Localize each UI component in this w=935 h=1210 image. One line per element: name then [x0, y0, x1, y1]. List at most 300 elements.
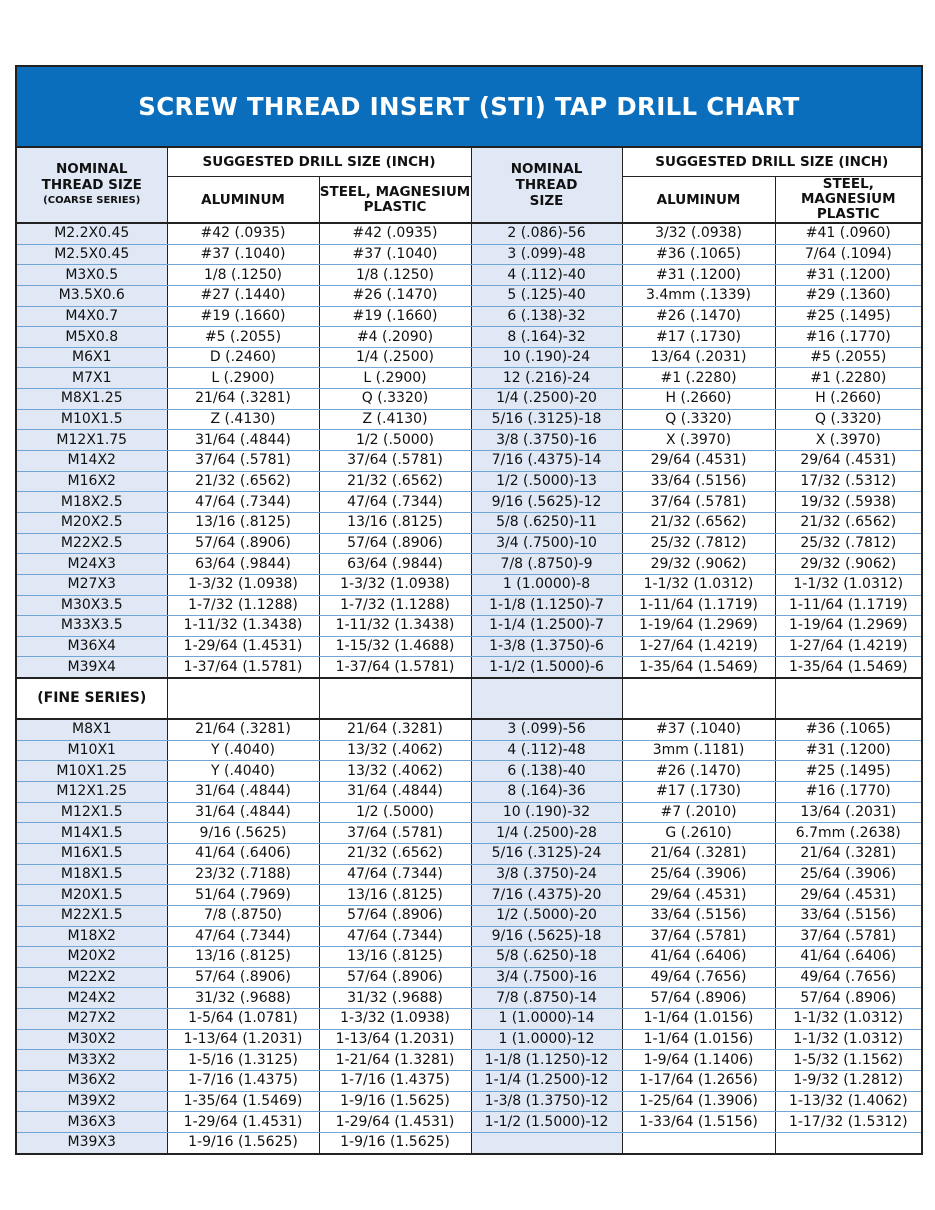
cell-metric-aluminum: 21/64 (.3281) — [167, 389, 319, 410]
cell-inch-size: 3/4 (.7500)-10 — [471, 533, 622, 554]
cell-inch-steel: 25/32 (.7812) — [775, 533, 921, 554]
cell-metric-steel: 1/8 (.1250) — [319, 265, 471, 286]
cell-inch-size: 1/4 (.2500)-28 — [471, 823, 622, 844]
cell-metric-steel: 37/64 (.5781) — [319, 823, 471, 844]
cell-metric-aluminum: 1-7/32 (1.1288) — [167, 595, 319, 616]
cell-inch-size: 7/8 (.8750)-9 — [471, 554, 622, 575]
cell-inch-steel: 29/64 (.4531) — [775, 451, 921, 472]
table-row — [17, 471, 921, 492]
table-row — [17, 947, 921, 968]
cell-inch-size: 10 (.190)-24 — [471, 347, 622, 368]
cell-metric-aluminum: 7/8 (.8750) — [167, 905, 319, 926]
cell-inch-steel: 19/32 (.5938) — [775, 492, 921, 513]
header-coarse-series: (COARSE SERIES) — [43, 195, 141, 206]
cell-inch-size: 5/16 (.3125)-24 — [471, 843, 622, 864]
cell-inch-steel: 17/32 (.5312) — [775, 471, 921, 492]
cell-metric-aluminum: 9/16 (.5625) — [167, 823, 319, 844]
cell-inch-size: 1-1/4 (1.2500)-12 — [471, 1070, 622, 1091]
cell-metric-steel: 1-13/64 (1.2031) — [319, 1029, 471, 1050]
title-bar — [17, 67, 921, 148]
cell-inch-aluminum: 49/64 (.7656) — [622, 967, 775, 988]
cell-inch-aluminum: X (.3970) — [622, 430, 775, 451]
cell-inch-aluminum: 1-1/64 (1.0156) — [622, 1009, 775, 1030]
cell-metric-size: M39X2 — [17, 1091, 167, 1112]
cell-metric-aluminum: 13/16 (.8125) — [167, 512, 319, 533]
cell-metric-size: M16X2 — [17, 471, 167, 492]
table-row — [17, 1050, 921, 1071]
cell-inch-steel: 1-19/64 (1.2969) — [775, 616, 921, 637]
table-row — [17, 988, 921, 1009]
cell-metric-size: M18X2.5 — [17, 492, 167, 513]
table-row — [17, 347, 921, 368]
chart-title: SCREW THREAD INSERT (STI) TAP DRILL CHART — [138, 92, 800, 121]
cell-metric-size: M24X2 — [17, 988, 167, 1009]
cell-metric-size: M10X1.25 — [17, 761, 167, 782]
cell-metric-aluminum: 1-9/16 (1.5625) — [167, 1132, 319, 1152]
cell-inch-steel: 1-17/32 (1.5312) — [775, 1112, 921, 1133]
cell-metric-size: M36X3 — [17, 1112, 167, 1133]
cell-metric-aluminum: 37/64 (.5781) — [167, 451, 319, 472]
cell-inch-steel: 33/64 (.5156) — [775, 905, 921, 926]
cell-inch-steel: 49/64 (.7656) — [775, 967, 921, 988]
table-row — [17, 885, 921, 906]
cell-metric-size: M20X2 — [17, 947, 167, 968]
cell-inch-aluminum: 1-9/64 (1.1406) — [622, 1050, 775, 1071]
cell-metric-steel: 1-11/32 (1.3438) — [319, 616, 471, 637]
table-row — [17, 967, 921, 988]
cell-metric-steel: 47/64 (.7344) — [319, 926, 471, 947]
cell-inch-steel: #5 (.2055) — [775, 347, 921, 368]
cell-inch-aluminum — [622, 1132, 775, 1152]
cell-inch-size: 1/4 (.2500)-20 — [471, 389, 622, 410]
cell-inch-steel: 25/64 (.3906) — [775, 864, 921, 885]
cell-metric-size: M30X2 — [17, 1029, 167, 1050]
cell-inch-aluminum: 3.4mm (.1339) — [622, 285, 775, 306]
cell-metric-size: M20X1.5 — [17, 885, 167, 906]
cell-metric-aluminum: 1-37/64 (1.5781) — [167, 657, 319, 678]
cell-metric-size: M27X2 — [17, 1009, 167, 1030]
table-row — [17, 451, 921, 472]
cell-inch-aluminum: 37/64 (.5781) — [622, 492, 775, 513]
cell-inch-steel: 41/64 (.6406) — [775, 947, 921, 968]
cell-inch-aluminum: #17 (.1730) — [622, 327, 775, 348]
cell-metric-aluminum: 1/8 (.1250) — [167, 265, 319, 286]
cell-metric-aluminum: 31/32 (.9688) — [167, 988, 319, 1009]
cell-inch-aluminum: #37 (.1040) — [622, 719, 775, 740]
cell-metric-steel: 13/32 (.4062) — [319, 761, 471, 782]
fine-series-blank-cell — [167, 678, 319, 719]
cell-metric-size: M4X0.7 — [17, 306, 167, 327]
cell-inch-steel: 1-1/32 (1.0312) — [775, 574, 921, 595]
cell-metric-aluminum: 1-5/64 (1.0781) — [167, 1009, 319, 1030]
cell-metric-size: M16X1.5 — [17, 843, 167, 864]
cell-metric-size: M6X1 — [17, 347, 167, 368]
table-row — [17, 1029, 921, 1050]
cell-inch-aluminum: 1-1/32 (1.0312) — [622, 574, 775, 595]
cell-inch-steel: 1-11/64 (1.1719) — [775, 595, 921, 616]
cell-metric-steel: 57/64 (.8906) — [319, 905, 471, 926]
cell-inch-size: 1 (1.0000)-14 — [471, 1009, 622, 1030]
cell-inch-aluminum: 37/64 (.5781) — [622, 926, 775, 947]
cell-inch-size: 7/16 (.4375)-20 — [471, 885, 622, 906]
cell-inch-aluminum: 57/64 (.8906) — [622, 988, 775, 1009]
cell-inch-size: 4 (.112)-40 — [471, 265, 622, 286]
cell-metric-steel: 1/2 (.5000) — [319, 802, 471, 823]
cell-inch-steel: #1 (.2280) — [775, 368, 921, 389]
cell-inch-size: 3 (.099)-56 — [471, 719, 622, 740]
table-row — [17, 740, 921, 761]
cell-inch-steel: Q (.3320) — [775, 409, 921, 430]
table-row — [17, 782, 921, 803]
cell-metric-steel: 57/64 (.8906) — [319, 967, 471, 988]
cell-inch-aluminum: H (.2660) — [622, 389, 775, 410]
cell-metric-aluminum: Y (.4040) — [167, 740, 319, 761]
cell-metric-aluminum: #5 (.2055) — [167, 327, 319, 348]
cell-inch-size: 1-1/8 (1.1250)-12 — [471, 1050, 622, 1071]
cell-metric-size: M8X1.25 — [17, 389, 167, 410]
cell-metric-size: M30X3.5 — [17, 595, 167, 616]
fine-series-label: (FINE SERIES) — [17, 678, 167, 719]
cell-inch-size: 3/8 (.3750)-24 — [471, 864, 622, 885]
cell-metric-size: M5X0.8 — [17, 327, 167, 348]
cell-inch-size: 1-3/8 (1.3750)-12 — [471, 1091, 622, 1112]
cell-metric-steel: 1-29/64 (1.4531) — [319, 1112, 471, 1133]
cell-metric-aluminum: Y (.4040) — [167, 761, 319, 782]
cell-inch-size: 1 (1.0000)-8 — [471, 574, 622, 595]
table-row — [17, 265, 921, 286]
cell-inch-steel — [775, 1132, 921, 1152]
cell-metric-steel: 13/32 (.4062) — [319, 740, 471, 761]
cell-metric-size: M12X1.75 — [17, 430, 167, 451]
cell-metric-steel: #42 (.0935) — [319, 223, 471, 244]
cell-metric-aluminum: L (.2900) — [167, 368, 319, 389]
cell-inch-steel: #25 (.1495) — [775, 306, 921, 327]
cell-inch-aluminum: #36 (.1065) — [622, 244, 775, 265]
cell-inch-steel: 29/64 (.4531) — [775, 885, 921, 906]
cell-metric-aluminum: 13/16 (.8125) — [167, 947, 319, 968]
cell-metric-steel: #19 (.1660) — [319, 306, 471, 327]
cell-inch-steel: H (.2660) — [775, 389, 921, 410]
cell-metric-aluminum: 31/64 (.4844) — [167, 802, 319, 823]
table-row — [17, 554, 921, 575]
cell-inch-steel: #29 (.1360) — [775, 285, 921, 306]
cell-metric-size: M22X2 — [17, 967, 167, 988]
cell-metric-aluminum: 57/64 (.8906) — [167, 533, 319, 554]
cell-metric-steel: 1-9/16 (1.5625) — [319, 1132, 471, 1152]
cell-metric-size: M22X2.5 — [17, 533, 167, 554]
cell-inch-aluminum: 1-11/64 (1.1719) — [622, 595, 775, 616]
cell-metric-size: M7X1 — [17, 368, 167, 389]
cell-inch-size: 1 (1.0000)-12 — [471, 1029, 622, 1050]
cell-metric-aluminum: 63/64 (.9844) — [167, 554, 319, 575]
cell-metric-steel: 37/64 (.5781) — [319, 451, 471, 472]
cell-metric-size: M8X1 — [17, 719, 167, 740]
header-steel-left-label: STEEL, MAGNESIUM PLASTIC — [319, 183, 471, 215]
cell-metric-size: M10X1.5 — [17, 409, 167, 430]
cell-inch-size: 4 (.112)-48 — [471, 740, 622, 761]
cell-metric-aluminum: 1-29/64 (1.4531) — [167, 636, 319, 657]
cell-inch-steel: 57/64 (.8906) — [775, 988, 921, 1009]
cell-metric-aluminum: 41/64 (.6406) — [167, 843, 319, 864]
cell-inch-size: 1-1/4 (1.2500)-7 — [471, 616, 622, 637]
cell-metric-aluminum: #19 (.1660) — [167, 306, 319, 327]
table-row — [17, 616, 921, 637]
cell-inch-aluminum: 1-25/64 (1.3906) — [622, 1091, 775, 1112]
cell-inch-steel: 1-35/64 (1.5469) — [775, 657, 921, 678]
fine-series-blank-cell — [775, 678, 921, 719]
table-row — [17, 843, 921, 864]
table-row — [17, 1070, 921, 1091]
cell-metric-size: M24X3 — [17, 554, 167, 575]
cell-inch-aluminum: Q (.3320) — [622, 409, 775, 430]
cell-inch-size: 1-1/2 (1.5000)-12 — [471, 1112, 622, 1133]
cell-metric-aluminum: Z (.4130) — [167, 409, 319, 430]
cell-inch-size: 1-3/8 (1.3750)-6 — [471, 636, 622, 657]
table-row — [17, 389, 921, 410]
cell-inch-aluminum: 3mm (.1181) — [622, 740, 775, 761]
cell-metric-aluminum: 47/64 (.7344) — [167, 926, 319, 947]
header-nominal-inch-label: NOMINAL THREAD SIZE — [510, 161, 583, 209]
cell-inch-steel: 1-27/64 (1.4219) — [775, 636, 921, 657]
cell-inch-size: 3 (.099)-48 — [471, 244, 622, 265]
cell-metric-steel: 47/64 (.7344) — [319, 492, 471, 513]
cell-inch-size: 2 (.086)-56 — [471, 223, 622, 244]
cell-metric-steel: 13/16 (.8125) — [319, 947, 471, 968]
cell-inch-steel: 1-9/32 (1.2812) — [775, 1070, 921, 1091]
cell-inch-size: 5/8 (.6250)-11 — [471, 512, 622, 533]
header-suggested-right: SUGGESTED DRILL SIZE (INCH) — [622, 148, 921, 177]
cell-metric-aluminum: 1-11/32 (1.3438) — [167, 616, 319, 637]
table-row — [17, 512, 921, 533]
table-row — [17, 306, 921, 327]
cell-metric-steel: 1/2 (.5000) — [319, 430, 471, 451]
table-row — [17, 719, 921, 740]
cell-inch-size: 3/4 (.7500)-16 — [471, 967, 622, 988]
cell-inch-steel: 21/64 (.3281) — [775, 843, 921, 864]
cell-metric-steel: 13/16 (.8125) — [319, 885, 471, 906]
cell-metric-aluminum: D (.2460) — [167, 347, 319, 368]
cell-metric-size: M12X1.5 — [17, 802, 167, 823]
cell-metric-aluminum: #37 (.1040) — [167, 244, 319, 265]
cell-inch-size: 3/8 (.3750)-16 — [471, 430, 622, 451]
cell-metric-steel: #26 (.1470) — [319, 285, 471, 306]
cell-inch-aluminum: #1 (.2280) — [622, 368, 775, 389]
cell-inch-aluminum: 41/64 (.6406) — [622, 947, 775, 968]
drill-table — [17, 148, 921, 1153]
cell-metric-size: M36X4 — [17, 636, 167, 657]
header-nominal-metric-label: NOMINAL THREAD SIZE — [41, 161, 142, 193]
cell-metric-steel: 21/32 (.6562) — [319, 843, 471, 864]
cell-metric-steel: 31/64 (.4844) — [319, 782, 471, 803]
cell-inch-size: 6 (.138)-32 — [471, 306, 622, 327]
table-body — [17, 223, 921, 1153]
cell-metric-aluminum: 31/64 (.4844) — [167, 782, 319, 803]
cell-metric-size: M3X0.5 — [17, 265, 167, 286]
cell-inch-aluminum: 29/64 (.4531) — [622, 885, 775, 906]
table-row — [17, 905, 921, 926]
cell-metric-steel: #37 (.1040) — [319, 244, 471, 265]
cell-inch-steel: 6.7mm (.2638) — [775, 823, 921, 844]
cell-inch-steel: 1-1/32 (1.0312) — [775, 1029, 921, 1050]
cell-metric-steel: 21/32 (.6562) — [319, 471, 471, 492]
cell-inch-aluminum: G (.2610) — [622, 823, 775, 844]
cell-metric-size: M14X2 — [17, 451, 167, 472]
cell-inch-aluminum: 1-35/64 (1.5469) — [622, 657, 775, 678]
cell-metric-size: M12X1.25 — [17, 782, 167, 803]
cell-inch-size: 5/8 (.6250)-18 — [471, 947, 622, 968]
cell-metric-steel: 63/64 (.9844) — [319, 554, 471, 575]
cell-metric-steel: 47/64 (.7344) — [319, 864, 471, 885]
table-row — [17, 595, 921, 616]
table-row — [17, 636, 921, 657]
table-row — [17, 864, 921, 885]
cell-metric-size: M22X1.5 — [17, 905, 167, 926]
cell-inch-aluminum: #31 (.1200) — [622, 265, 775, 286]
header-steel-right — [775, 177, 921, 224]
cell-metric-steel: Z (.4130) — [319, 409, 471, 430]
cell-inch-steel: 1-1/32 (1.0312) — [775, 1009, 921, 1030]
cell-inch-size: 7/16 (.4375)-14 — [471, 451, 622, 472]
cell-inch-aluminum: 21/64 (.3281) — [622, 843, 775, 864]
cell-inch-size: 1/2 (.5000)-13 — [471, 471, 622, 492]
cell-inch-aluminum: 29/64 (.4531) — [622, 451, 775, 472]
cell-metric-size: M36X2 — [17, 1070, 167, 1091]
cell-inch-steel: #16 (.1770) — [775, 782, 921, 803]
cell-inch-aluminum: #26 (.1470) — [622, 761, 775, 782]
cell-inch-size — [471, 1132, 622, 1152]
cell-inch-aluminum: #7 (.2010) — [622, 802, 775, 823]
cell-metric-size: M33X3.5 — [17, 616, 167, 637]
cell-inch-size: 7/8 (.8750)-14 — [471, 988, 622, 1009]
cell-inch-aluminum: 1-19/64 (1.2969) — [622, 616, 775, 637]
cell-metric-size: M18X1.5 — [17, 864, 167, 885]
table-row — [17, 430, 921, 451]
cell-metric-steel: 1/4 (.2500) — [319, 347, 471, 368]
table-row — [17, 1091, 921, 1112]
header-nominal-metric — [17, 148, 167, 223]
cell-inch-size: 6 (.138)-40 — [471, 761, 622, 782]
cell-inch-steel: #25 (.1495) — [775, 761, 921, 782]
table-row — [17, 574, 921, 595]
cell-metric-size: M14X1.5 — [17, 823, 167, 844]
cell-metric-size: M2.5X0.45 — [17, 244, 167, 265]
cell-inch-aluminum: 13/64 (.2031) — [622, 347, 775, 368]
cell-inch-aluminum: 1-1/64 (1.0156) — [622, 1029, 775, 1050]
table-row — [17, 802, 921, 823]
header-aluminum-left: ALUMINUM — [167, 177, 319, 224]
cell-metric-steel: 1-15/32 (1.4688) — [319, 636, 471, 657]
cell-inch-size: 5 (.125)-40 — [471, 285, 622, 306]
cell-metric-size: M39X4 — [17, 657, 167, 678]
header-steel-right-label: STEEL, MAGNESIUM PLASTIC — [800, 176, 896, 222]
cell-inch-aluminum: #17 (.1730) — [622, 782, 775, 803]
cell-metric-aluminum: 47/64 (.7344) — [167, 492, 319, 513]
table-row — [17, 823, 921, 844]
cell-metric-steel: 1-3/32 (1.0938) — [319, 574, 471, 595]
cell-metric-steel: 1-7/16 (1.4375) — [319, 1070, 471, 1091]
cell-metric-size: M3.5X0.6 — [17, 285, 167, 306]
cell-metric-steel: 57/64 (.8906) — [319, 533, 471, 554]
cell-metric-steel: 1-7/32 (1.1288) — [319, 595, 471, 616]
fine-series-blank-cell — [319, 678, 471, 719]
cell-metric-steel: 1-3/32 (1.0938) — [319, 1009, 471, 1030]
cell-metric-steel: #4 (.2090) — [319, 327, 471, 348]
cell-metric-size: M27X3 — [17, 574, 167, 595]
cell-inch-size: 9/16 (.5625)-18 — [471, 926, 622, 947]
fine-series-blank-cell — [622, 678, 775, 719]
cell-inch-aluminum: #26 (.1470) — [622, 306, 775, 327]
cell-inch-steel: 1-13/32 (1.4062) — [775, 1091, 921, 1112]
cell-metric-aluminum: #42 (.0935) — [167, 223, 319, 244]
cell-metric-aluminum: #27 (.1440) — [167, 285, 319, 306]
cell-metric-size: M20X2.5 — [17, 512, 167, 533]
header-nominal-inch — [471, 148, 622, 223]
cell-inch-size: 5/16 (.3125)-18 — [471, 409, 622, 430]
cell-inch-size: 12 (.216)-24 — [471, 368, 622, 389]
cell-inch-aluminum: 1-17/64 (1.2656) — [622, 1070, 775, 1091]
table-row — [17, 1009, 921, 1030]
cell-inch-aluminum: 1-33/64 (1.5156) — [622, 1112, 775, 1133]
cell-inch-size: 10 (.190)-32 — [471, 802, 622, 823]
cell-inch-aluminum: 3/32 (.0938) — [622, 223, 775, 244]
cell-inch-steel: X (.3970) — [775, 430, 921, 451]
cell-inch-steel: #31 (.1200) — [775, 740, 921, 761]
cell-inch-steel: 21/32 (.6562) — [775, 512, 921, 533]
cell-metric-aluminum: 1-29/64 (1.4531) — [167, 1112, 319, 1133]
cell-metric-aluminum: 21/32 (.6562) — [167, 471, 319, 492]
fine-series-row — [17, 678, 921, 719]
cell-metric-aluminum: 23/32 (.7188) — [167, 864, 319, 885]
cell-metric-steel: Q (.3320) — [319, 389, 471, 410]
cell-inch-steel: #16 (.1770) — [775, 327, 921, 348]
cell-metric-steel: 1-9/16 (1.5625) — [319, 1091, 471, 1112]
table-row — [17, 533, 921, 554]
cell-metric-steel: L (.2900) — [319, 368, 471, 389]
cell-inch-aluminum: 33/64 (.5156) — [622, 905, 775, 926]
table-row — [17, 761, 921, 782]
cell-inch-steel: #41 (.0960) — [775, 223, 921, 244]
cell-inch-aluminum: 25/64 (.3906) — [622, 864, 775, 885]
cell-inch-steel: #36 (.1065) — [775, 719, 921, 740]
cell-metric-aluminum: 1-13/64 (1.2031) — [167, 1029, 319, 1050]
table-row — [17, 327, 921, 348]
cell-metric-aluminum: 51/64 (.7969) — [167, 885, 319, 906]
header-aluminum-right: ALUMINUM — [622, 177, 775, 224]
cell-inch-aluminum: 33/64 (.5156) — [622, 471, 775, 492]
fine-series-blank-cell — [471, 678, 622, 719]
cell-metric-aluminum: 57/64 (.8906) — [167, 967, 319, 988]
table-row — [17, 409, 921, 430]
header-suggested-left: SUGGESTED DRILL SIZE (INCH) — [167, 148, 471, 177]
cell-inch-steel: 29/32 (.9062) — [775, 554, 921, 575]
tap-drill-chart — [15, 65, 923, 1155]
table-row — [17, 926, 921, 947]
cell-inch-steel: #31 (.1200) — [775, 265, 921, 286]
cell-metric-steel: 31/32 (.9688) — [319, 988, 471, 1009]
cell-metric-aluminum: 1-5/16 (1.3125) — [167, 1050, 319, 1071]
cell-inch-aluminum: 29/32 (.9062) — [622, 554, 775, 575]
cell-inch-size: 1-1/8 (1.1250)-7 — [471, 595, 622, 616]
cell-inch-size: 8 (.164)-36 — [471, 782, 622, 803]
cell-metric-aluminum: 31/64 (.4844) — [167, 430, 319, 451]
table-row — [17, 492, 921, 513]
cell-inch-aluminum: 25/32 (.7812) — [622, 533, 775, 554]
table-row — [17, 1132, 921, 1152]
cell-metric-steel: 1-37/64 (1.5781) — [319, 657, 471, 678]
cell-inch-size: 1/2 (.5000)-20 — [471, 905, 622, 926]
table-row — [17, 223, 921, 244]
cell-metric-size: M39X3 — [17, 1132, 167, 1152]
